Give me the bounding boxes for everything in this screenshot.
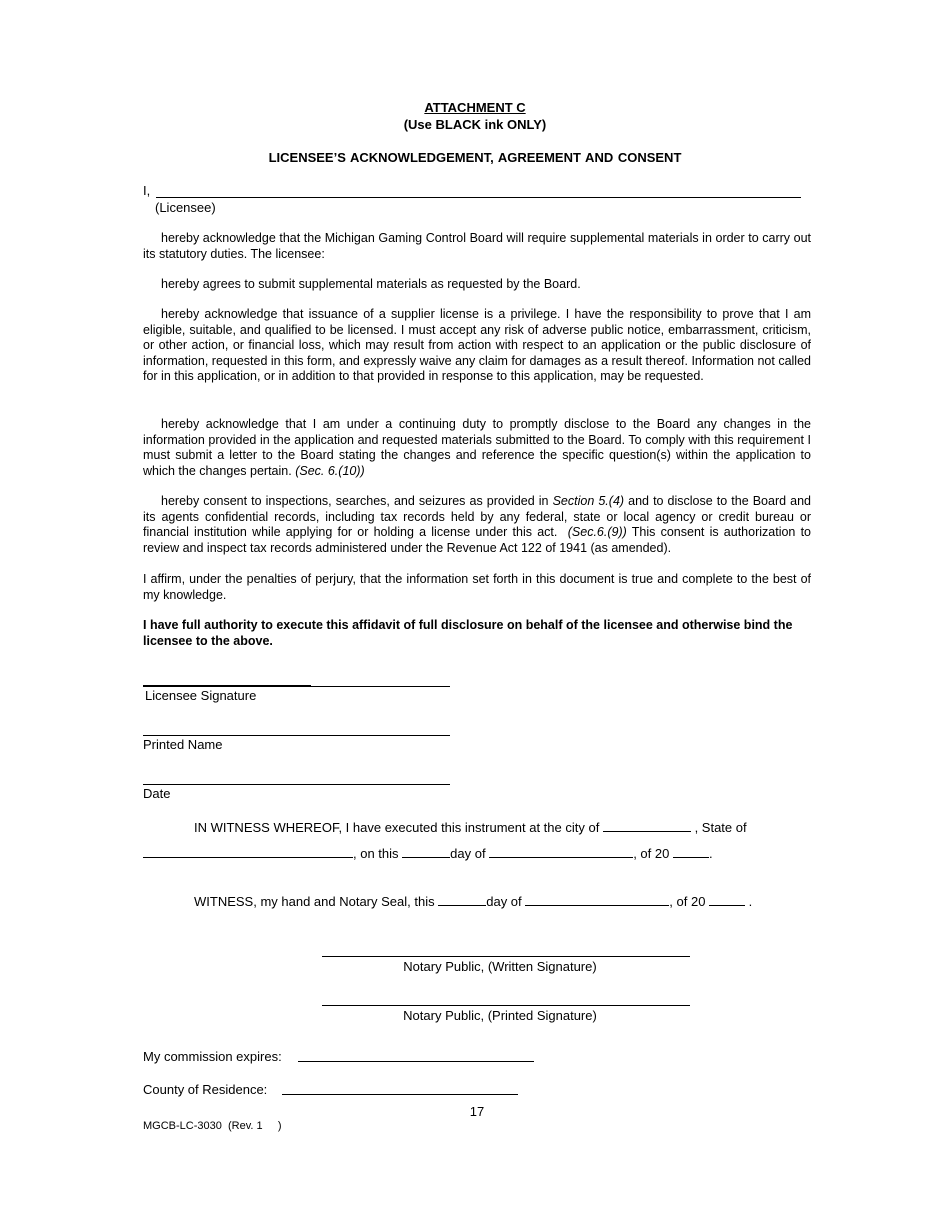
licensee-name-field[interactable] <box>156 197 801 198</box>
year-field[interactable] <box>673 845 709 858</box>
paragraph-agree-submit <box>143 277 811 293</box>
notary-written-signature-field[interactable] <box>322 956 690 957</box>
witness-line-1 <box>194 819 747 835</box>
notary-printed-label: Notary Public, (Printed Signature) <box>403 1008 597 1023</box>
city-field[interactable] <box>603 819 691 832</box>
date-label: Date <box>143 786 171 801</box>
paragraph-supplemental-materials <box>143 231 811 262</box>
witness-text: , of 20 <box>669 894 706 909</box>
paragraph-text: hereby acknowledge that I am under a continuing duty to promptly disclose to the Board any changes in the information provided in the application and requested materials submitted to the Board. To comply with this requirement I must submit a letter to the Board stating the changes and reference the specific question(s) within the application to which the changes pertain. <box>143 417 811 478</box>
witness-line-2 <box>143 845 713 861</box>
paragraph-text: I have full authority to execute this affidavit of full disclosure on behalf of the licensee and otherwise bind the licensee to the above. <box>143 618 793 648</box>
page-number: 17 <box>469 1104 485 1119</box>
commission-expires-label: My commission expires: <box>143 1049 282 1064</box>
citation: Section 5.(4) <box>552 494 625 508</box>
month-field[interactable] <box>489 845 633 858</box>
witness-text: . <box>748 894 753 909</box>
paragraph-text: hereby acknowledge that the Michigan Gaming Control Board will require supplemental materials in order to carry out its statutory duties. The licensee: <box>143 231 811 261</box>
notary-day-field[interactable] <box>438 893 486 906</box>
licensee-label: (Licensee) <box>155 200 216 215</box>
witness-text: IN WITNESS WHEREOF, I have executed this instrument at the city of <box>194 820 600 835</box>
paragraph-privilege <box>143 307 811 385</box>
date-field[interactable] <box>143 784 450 785</box>
notary-printed-signature-field[interactable] <box>322 1005 690 1006</box>
citation: (Sec. 6.(10)) <box>295 463 365 478</box>
paragraph-consent <box>143 494 811 556</box>
printed-name-field[interactable] <box>143 735 450 736</box>
witness-text: , State of <box>694 820 747 835</box>
notary-written-label: Notary Public, (Written Signature) <box>403 959 597 974</box>
paragraph-affirmation <box>143 572 811 603</box>
paragraph-text: This consent is authorization to review and inspect tax records administered under the Revenue Act 122 of 1941 (as amended). <box>143 525 811 555</box>
county-of-residence-label: County of Residence: <box>143 1082 268 1097</box>
page-title: LICENSEE’S ACKNOWLEDGEMENT, AGREEMENT AND CONSENT <box>268 150 682 165</box>
commission-expires-field[interactable] <box>298 1061 534 1062</box>
paragraph-text: and to disclose to the Board and its agents confidential records, including tax records held by any federal, state or local agency or credit bureau or financial institution while applying for or holding a license under this act. <box>143 494 811 540</box>
county-of-residence-field[interactable] <box>282 1094 518 1095</box>
licensee-prefix: I, <box>143 183 151 198</box>
ink-instruction: (Use BLACK ink ONLY) <box>403 117 547 132</box>
attachment-title: ATTACHMENT C <box>424 100 526 115</box>
witness-text: , of 20 <box>633 846 670 861</box>
notary-seal-line <box>194 893 752 909</box>
paragraph-continuing-duty <box>143 417 811 479</box>
witness-text: day of <box>486 894 522 909</box>
printed-name-label: Printed Name <box>143 737 223 752</box>
notary-year-field[interactable] <box>709 893 745 906</box>
witness-text: WITNESS, my hand and Notary Seal, this <box>194 894 435 909</box>
witness-text: day of <box>450 846 486 861</box>
paragraph-text: I affirm, under the penalties of perjury, that the information set forth in this document is true and complete to the best of my knowledge. <box>143 572 811 602</box>
day-field[interactable] <box>402 845 450 858</box>
form-number: MGCB-LC-3030 (Rev. 1 ) <box>143 1120 282 1132</box>
notary-month-field[interactable] <box>525 893 669 906</box>
paragraph-authority <box>143 618 811 649</box>
witness-text: . <box>708 846 713 861</box>
witness-text: , on this <box>353 846 399 861</box>
citation: (Sec.6.(9)) <box>567 525 627 540</box>
state-field[interactable] <box>143 845 353 858</box>
paragraph-text: hereby agrees to submit supplemental materials as requested by the Board. <box>161 277 581 291</box>
licensee-signature-field[interactable] <box>143 686 450 687</box>
paragraph-text: hereby consent to inspections, searches, and seizures as provided in <box>161 494 549 508</box>
paragraph-text: hereby acknowledge that issuance of a supplier license is a privilege. I have the responsibility to prove that I am eligible, suitable, and qualified to be licensed. I must accept any risk of adverse public notice, embarrassment, criticism, or other action, or financial loss, which may result from action with respect to an application or the public disclosure of information, requested in this form, and expressly waive any claim for damages as a result thereof. Information not called for in this application, or in addition to that provided in response to this application, may be requested. <box>143 307 811 384</box>
licensee-signature-label: Licensee Signature <box>145 688 257 703</box>
